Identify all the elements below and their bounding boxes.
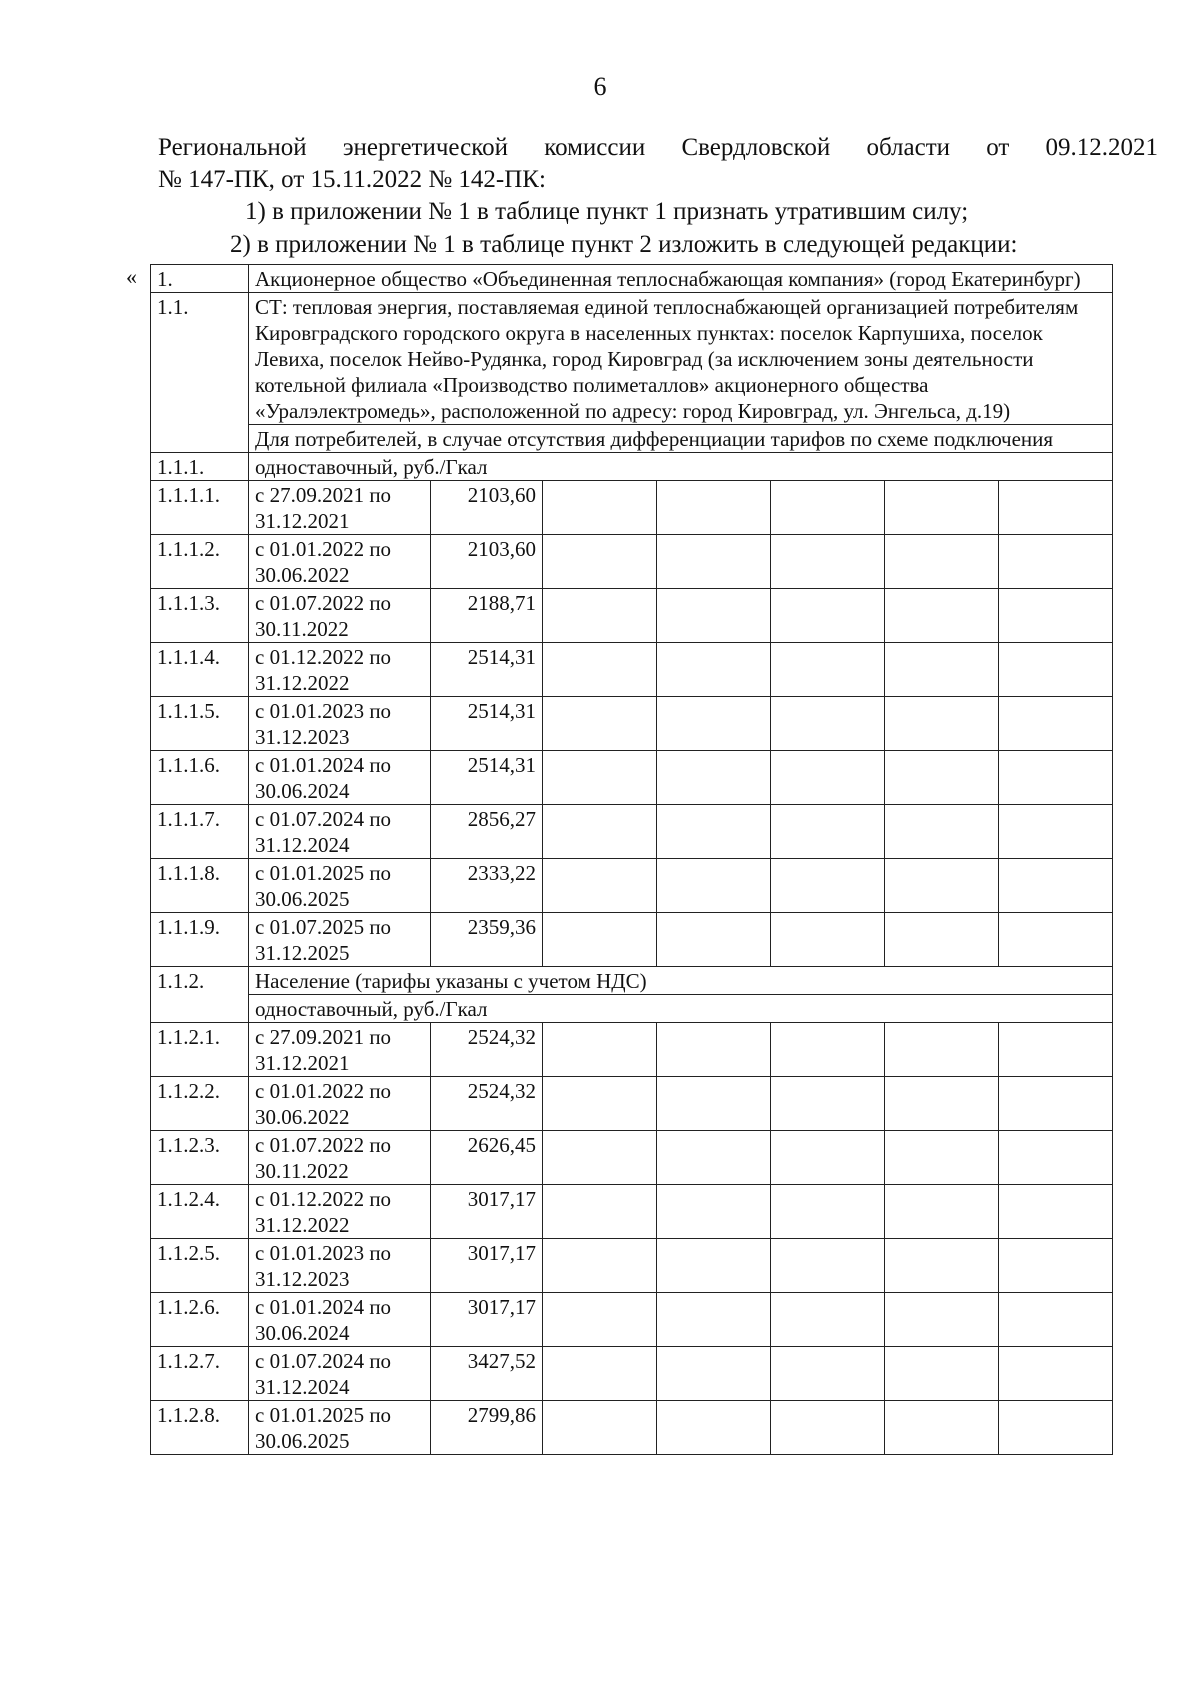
empty-cell xyxy=(885,643,999,697)
ct-row xyxy=(151,293,1113,425)
empty-cell xyxy=(885,1401,999,1455)
opening-quote: « xyxy=(126,264,137,289)
empty-cell xyxy=(657,805,771,859)
empty-cell xyxy=(543,751,657,805)
group1-header-row xyxy=(151,453,1113,481)
intro-item-2: 2) в приложении № 1 в таблице пункт 2 изложить в следующей редакции: xyxy=(230,231,1018,258)
rate-value: 2359,36 xyxy=(431,913,543,967)
empty-cell xyxy=(543,913,657,967)
rate-row-group2 xyxy=(151,1239,1113,1293)
rate-row-group1 xyxy=(151,751,1113,805)
tariff-table xyxy=(150,264,1113,1455)
empty-cell xyxy=(543,1401,657,1455)
empty-cell xyxy=(999,1293,1113,1347)
rate-value: 2626,45 xyxy=(431,1131,543,1185)
empty-cell xyxy=(657,481,771,535)
rate-value: 3017,17 xyxy=(431,1185,543,1239)
empty-cell xyxy=(999,751,1113,805)
empty-cell xyxy=(999,1131,1113,1185)
empty-cell xyxy=(771,1023,885,1077)
rate-code: 1.1.1.4. xyxy=(151,643,249,697)
rate-period: с 01.12.2022 по 31.12.2022 xyxy=(249,643,431,697)
rate-code: 1.1.2.8. xyxy=(151,1401,249,1455)
empty-cell xyxy=(999,859,1113,913)
empty-cell xyxy=(885,1185,999,1239)
empty-cell xyxy=(999,643,1113,697)
rate-row-group2 xyxy=(151,1347,1113,1401)
empty-cell xyxy=(885,1023,999,1077)
rate-period: с 01.01.2023 по 31.12.2023 xyxy=(249,1239,431,1293)
empty-cell xyxy=(657,1077,771,1131)
group2-code: 1.1.2. xyxy=(151,967,249,1023)
empty-cell xyxy=(999,1023,1113,1077)
rate-row-group2 xyxy=(151,1185,1113,1239)
empty-cell xyxy=(771,589,885,643)
rate-row-group2 xyxy=(151,1401,1113,1455)
empty-cell xyxy=(657,1239,771,1293)
rate-row-group2 xyxy=(151,1293,1113,1347)
empty-cell xyxy=(657,1401,771,1455)
empty-cell xyxy=(771,1077,885,1131)
empty-cell xyxy=(657,1023,771,1077)
empty-cell xyxy=(885,751,999,805)
rate-period: с 27.09.2021 по 31.12.2021 xyxy=(249,481,431,535)
empty-cell xyxy=(543,697,657,751)
rate-period: с 01.07.2024 по 31.12.2024 xyxy=(249,1347,431,1401)
empty-cell xyxy=(999,1401,1113,1455)
rate-code: 1.1.2.1. xyxy=(151,1023,249,1077)
consumers-note: Для потребителей, в случае отсутствия дифференциации тарифов по схеме подключения xyxy=(249,425,1113,453)
rate-row-group2 xyxy=(151,1131,1113,1185)
rate-value: 2333,22 xyxy=(431,859,543,913)
rate-row-group1 xyxy=(151,589,1113,643)
empty-cell xyxy=(771,535,885,589)
rate-row-group1 xyxy=(151,913,1113,967)
empty-cell xyxy=(885,589,999,643)
rate-value: 2524,32 xyxy=(431,1023,543,1077)
rate-period: с 01.07.2022 по 30.11.2022 xyxy=(249,1131,431,1185)
rate-value: 2514,31 xyxy=(431,643,543,697)
rate-period: с 01.01.2025 по 30.06.2025 xyxy=(249,1401,431,1455)
rate-code: 1.1.1.7. xyxy=(151,805,249,859)
rate-value: 2188,71 xyxy=(431,589,543,643)
empty-cell xyxy=(771,859,885,913)
empty-cell xyxy=(999,589,1113,643)
rate-value: 2514,31 xyxy=(431,751,543,805)
empty-cell xyxy=(999,697,1113,751)
empty-cell xyxy=(771,751,885,805)
rate-value: 2799,86 xyxy=(431,1401,543,1455)
rate-row-group1 xyxy=(151,697,1113,751)
consumers-note-row xyxy=(151,425,1113,453)
rate-code: 1.1.1.9. xyxy=(151,913,249,967)
intro-line-1: Региональной энергетической комиссии Свердловской области от 09.12.2021 xyxy=(158,134,1158,161)
rate-period: с 01.01.2024 по 30.06.2024 xyxy=(249,751,431,805)
rate-row-group1 xyxy=(151,643,1113,697)
org-row xyxy=(151,265,1113,293)
rate-code: 1.1.2.6. xyxy=(151,1293,249,1347)
page-number: 6 xyxy=(593,72,607,101)
empty-cell xyxy=(999,913,1113,967)
empty-cell xyxy=(885,1131,999,1185)
rate-code: 1.1.2.3. xyxy=(151,1131,249,1185)
org-code: 1. xyxy=(151,265,249,293)
empty-cell xyxy=(543,1293,657,1347)
empty-cell xyxy=(885,859,999,913)
empty-cell xyxy=(657,1185,771,1239)
empty-cell xyxy=(657,913,771,967)
rate-code: 1.1.1.3. xyxy=(151,589,249,643)
empty-cell xyxy=(999,481,1113,535)
empty-cell xyxy=(657,1293,771,1347)
empty-cell xyxy=(543,805,657,859)
rate-period: с 01.12.2022 по 31.12.2022 xyxy=(249,1185,431,1239)
empty-cell xyxy=(885,805,999,859)
empty-cell xyxy=(885,1077,999,1131)
rate-row-group1 xyxy=(151,481,1113,535)
empty-cell xyxy=(657,859,771,913)
rate-value: 3017,17 xyxy=(431,1293,543,1347)
empty-cell xyxy=(885,913,999,967)
empty-cell xyxy=(771,1185,885,1239)
rate-value: 2103,60 xyxy=(431,481,543,535)
group2-sublabel: одноставочный, руб./Гкал xyxy=(249,995,1113,1023)
empty-cell xyxy=(885,1239,999,1293)
ct-code: 1.1. xyxy=(151,293,249,453)
intro-item-1: 1) в приложении № 1 в таблице пункт 1 признать утратившим силу; xyxy=(245,198,969,225)
org-name: Акционерное общество «Объединенная теплоснабжающая компания» (город Екатеринбург) xyxy=(249,265,1113,293)
empty-cell xyxy=(543,643,657,697)
rate-value: 2514,31 xyxy=(431,697,543,751)
group2-header-row xyxy=(151,967,1113,995)
rate-period: с 01.01.2022 по 30.06.2022 xyxy=(249,1077,431,1131)
empty-cell xyxy=(543,1239,657,1293)
empty-cell xyxy=(543,1185,657,1239)
rate-row-group2 xyxy=(151,1023,1113,1077)
group2-label: Население (тарифы указаны с учетом НДС) xyxy=(249,967,1113,995)
empty-cell xyxy=(999,805,1113,859)
ct-description: СТ: тепловая энергия, поставляемая единой теплоснабжающей организацией потребителям Кировградского городского округа в населенных пунктах: поселок Карпушиха, поселок Левиха, поселок Нейво-Рудянка, город Кировград (за исключением зоны деятельности котельной филиала «Производство полиметаллов» акционерного общества «Уралэлектромедь», расположенной по адресу: город Кировград, ул. Энгельса, д.19) xyxy=(249,293,1113,425)
empty-cell xyxy=(657,1347,771,1401)
group1-label: одноставочный, руб./Гкал xyxy=(249,453,1113,481)
empty-cell xyxy=(771,1131,885,1185)
rate-code: 1.1.1.5. xyxy=(151,697,249,751)
rate-row-group1 xyxy=(151,859,1113,913)
empty-cell xyxy=(771,643,885,697)
empty-cell xyxy=(771,805,885,859)
empty-cell xyxy=(543,1077,657,1131)
rate-period: с 01.01.2022 по 30.06.2022 xyxy=(249,535,431,589)
rate-code: 1.1.2.2. xyxy=(151,1077,249,1131)
rate-period: с 01.07.2025 по 31.12.2025 xyxy=(249,913,431,967)
empty-cell xyxy=(771,1401,885,1455)
empty-cell xyxy=(543,1347,657,1401)
rate-value: 3427,52 xyxy=(431,1347,543,1401)
empty-cell xyxy=(771,913,885,967)
empty-cell xyxy=(657,643,771,697)
rate-period: с 01.01.2025 по 30.06.2025 xyxy=(249,859,431,913)
group2-subheader-row xyxy=(151,995,1113,1023)
rate-value: 2524,32 xyxy=(431,1077,543,1131)
empty-cell xyxy=(771,481,885,535)
empty-cell xyxy=(657,751,771,805)
rate-code: 1.1.2.4. xyxy=(151,1185,249,1239)
empty-cell xyxy=(885,1347,999,1401)
empty-cell xyxy=(543,481,657,535)
rate-row-group1 xyxy=(151,535,1113,589)
rate-code: 1.1.1.2. xyxy=(151,535,249,589)
empty-cell xyxy=(657,535,771,589)
empty-cell xyxy=(543,1131,657,1185)
rate-period: с 01.01.2023 по 31.12.2023 xyxy=(249,697,431,751)
rate-code: 1.1.1.6. xyxy=(151,751,249,805)
rate-value: 3017,17 xyxy=(431,1239,543,1293)
rate-period: с 01.07.2022 по 30.11.2022 xyxy=(249,589,431,643)
empty-cell xyxy=(543,535,657,589)
rate-code: 1.1.1.1. xyxy=(151,481,249,535)
group1-code: 1.1.1. xyxy=(151,453,249,481)
empty-cell xyxy=(885,1293,999,1347)
empty-cell xyxy=(771,697,885,751)
intro-line-2: № 147-ПК, от 15.11.2022 № 142-ПК: xyxy=(158,166,546,193)
empty-cell xyxy=(771,1239,885,1293)
empty-cell xyxy=(999,1239,1113,1293)
empty-cell xyxy=(543,1023,657,1077)
empty-cell xyxy=(657,697,771,751)
empty-cell xyxy=(999,1077,1113,1131)
empty-cell xyxy=(771,1347,885,1401)
rate-period: с 27.09.2021 по 31.12.2021 xyxy=(249,1023,431,1077)
rate-row-group1 xyxy=(151,805,1113,859)
empty-cell xyxy=(543,859,657,913)
empty-cell xyxy=(885,697,999,751)
rate-value: 2103,60 xyxy=(431,535,543,589)
rate-value: 2856,27 xyxy=(431,805,543,859)
rate-code: 1.1.2.7. xyxy=(151,1347,249,1401)
empty-cell xyxy=(999,1185,1113,1239)
rate-period: с 01.01.2024 по 30.06.2024 xyxy=(249,1293,431,1347)
empty-cell xyxy=(999,1347,1113,1401)
rate-code: 1.1.2.5. xyxy=(151,1239,249,1293)
rate-code: 1.1.1.8. xyxy=(151,859,249,913)
rate-period: с 01.07.2024 по 31.12.2024 xyxy=(249,805,431,859)
empty-cell xyxy=(885,535,999,589)
rate-row-group2 xyxy=(151,1077,1113,1131)
empty-cell xyxy=(543,589,657,643)
empty-cell xyxy=(999,535,1113,589)
empty-cell xyxy=(657,1131,771,1185)
empty-cell xyxy=(885,481,999,535)
empty-cell xyxy=(657,589,771,643)
empty-cell xyxy=(771,1293,885,1347)
